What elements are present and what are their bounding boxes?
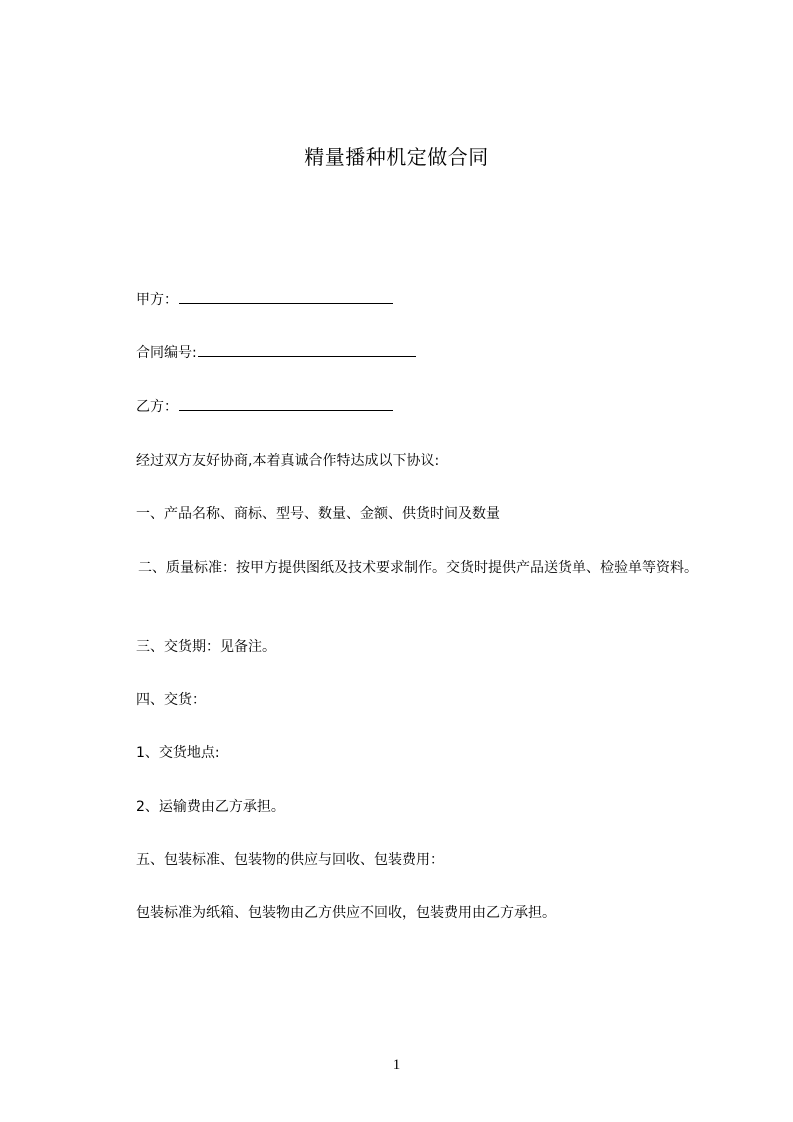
clause-1: 一、产品名称、商标、型号、数量、金额、供货时间及数量 xyxy=(136,506,500,522)
contract-number-blank[interactable] xyxy=(198,342,416,357)
contract-number-label: 合同编号: xyxy=(136,345,197,361)
clause-4-1: 1、交货地点: xyxy=(136,745,220,761)
party-a-blank[interactable] xyxy=(179,289,393,304)
clause-4: 四、交货： xyxy=(136,692,206,708)
clause-2: 二、质量标准：按甲方提供图纸及技术要求制作。交货时提供产品送货单、检验单等资料。 xyxy=(138,560,698,576)
party-b-label: 乙方： xyxy=(136,399,178,415)
document-title: 精量播种机定做合同 xyxy=(304,145,489,169)
clause-5-detail: 包装标准为纸箱、包装物由乙方供应不回收，包装费用由乙方承担。 xyxy=(136,905,556,921)
page-number: 1 xyxy=(392,1057,401,1073)
party-a-label: 甲方： xyxy=(136,292,178,308)
party-b-field xyxy=(136,396,393,418)
clause-3: 三、交货期：见备注。 xyxy=(136,639,276,655)
party-b-blank[interactable] xyxy=(179,396,393,411)
clause-5: 五、包装标准、包装物的供应与回收、包装费用： xyxy=(136,852,444,868)
clause-4-2: 2、运输费由乙方承担。 xyxy=(136,799,285,815)
contract-number-field xyxy=(136,342,416,364)
intro-paragraph: 经过双方友好协商,本着真诚合作特达成以下协议: xyxy=(136,453,440,469)
party-a-field xyxy=(136,289,393,311)
